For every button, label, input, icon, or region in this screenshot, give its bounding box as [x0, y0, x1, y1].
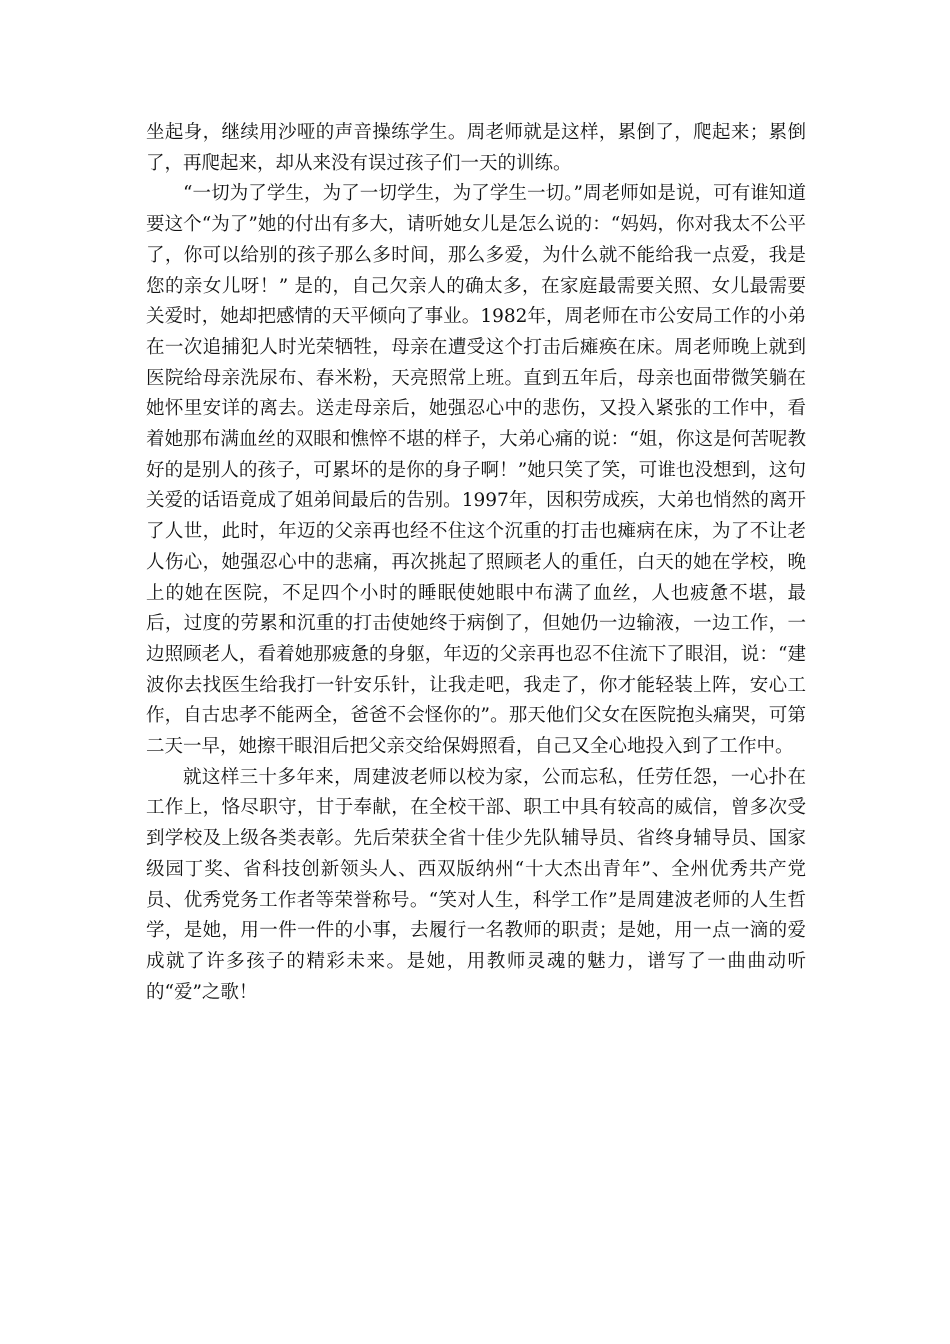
paragraph-1: 坐起身，继续用沙哑的声音操练学生。周老师就是这样，累倒了，爬起来；累倒了，再爬起来，却从来没有误过孩子们一天的训练。: [146, 122, 806, 174]
paragraph-3: 就这样三十多年来，周建波老师以校为家，公而忘私，任劳任怨，一心扑在工作上，恪尽职守，甘于奉献，在全校干部、职工中具有较高的威信，曾多次受到学校及上级各类表彰。先后荣获全省十佳少先队辅导员、省终身辅导员、国家级园丁奖、省科技创新领头人、西双版纳州“十大杰出青年”、全州优秀共产党员、优秀党务工作者等荣誉称号。“笑对人生，科学工作”是周建波老师的人生哲学，是她，用一件一件的小事，去履行一名教师的职责；是她，用一点一滴的爱成就了许多孩子的精彩未来。是她，用教师灵魂的魅力，谱写了一曲曲动听的“爱”之歌！: [146, 766, 806, 1003]
document-body: [146, 118, 806, 1008]
paragraph-2: “一切为了学生，为了一切学生，为了学生一切。”周老师如是说，可有谁知道要这个“为了”她的付出有多大，请听她女儿是怎么说的：“妈妈，你对我太不公平了，你可以给别的孩子那么多时间，那么多爱，为什么就不能给我一点爱，我是您的亲女儿呀！” 是的，自己欠亲人的确太多，在家庭最需要关照、女儿最需要关爱时，她却把感情的天平倾向了事业。1982年，周老师在市公安局工作的小弟在一次追捕犯人时光荣牺牲，母亲在遭受这个打击后瘫痪在床。周老师晚上就到医院给母亲洗尿布、春米粉，天亮照常上班。直到五年后，母亲也面带微笑躺在她怀里安详的离去。送走母亲后，她强忍心中的悲伤，又投入紧张的工作中，看着她那布满血丝的双眼和憔悴不堪的样子，大弟心痛的说：“姐，你这是何苦呢教好的是别人的孩子，可累坏的是你的身子啊！”她只笑了笑，可谁也没想到，这句关爱的话语竟成了姐弟间最后的告别。1997年，因积劳成疾，大弟也悄然的离开了人世，此时，年迈的父亲再也经不住这个沉重的打击也瘫病在床，为了不让老人伤心，她强忍心中的悲痛，再次挑起了照顾老人的重任，白天的她在学校，晚上的她在医院，不足四个小时的睡眠使她眼中布满了血丝，人也疲惫不堪，最后，过度的劳累和沉重的打击使她终于病倒了，但她仍一边输液，一边工作，一边照顾老人，看着她那疲惫的身躯，年迈的父亲再也忍不住流下了眼泪，说：“建波你去找医生给我打一针安乐针，让我走吧，我走了，你才能轻装上阵，安心工作，自古忠孝不能两全，爸爸不会怪你的”。那天他们父女在医院抱头痛哭，可第二天一早，她擦干眼泪后把父亲交给保姆照看，自己又全心地投入到了工作中。: [146, 183, 806, 758]
